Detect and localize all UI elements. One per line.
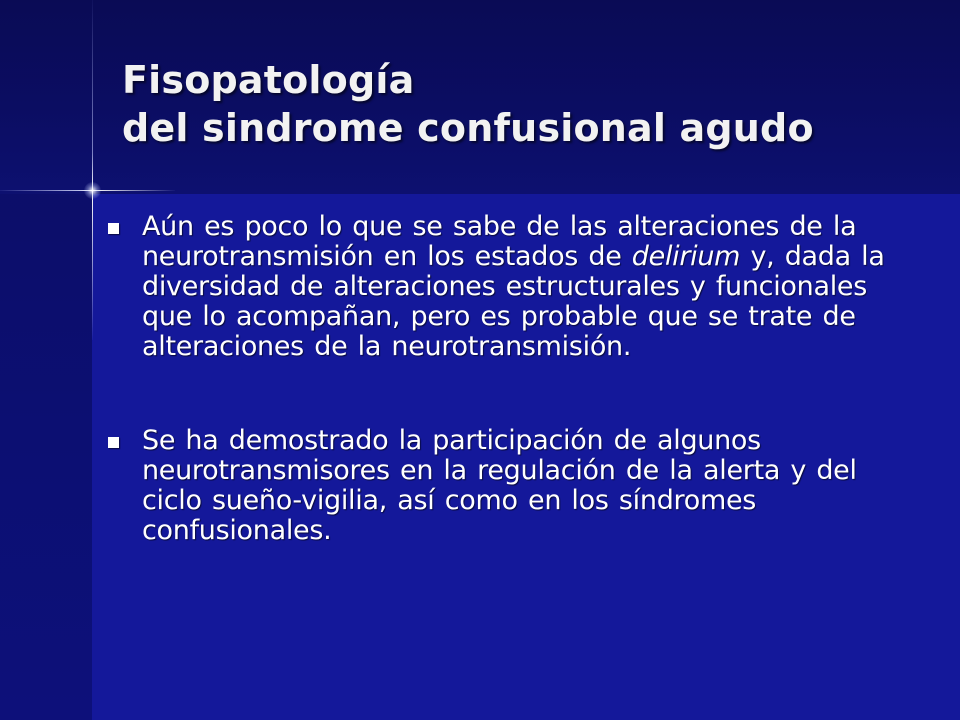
bullet-text-part: y, dada la diversidad de alteraciones estructurales y funcionales que lo acompañan, pero es probable que se trate de alteraciones de la neurotransmisión. xyxy=(142,241,885,362)
bullet-text-part: Aún es poco lo que se sabe de las alteraciones de la neurotransmisión en los estados de xyxy=(142,211,857,272)
square-bullet-icon xyxy=(108,223,119,234)
bullet-text xyxy=(142,211,885,362)
bullet-text: Se ha demostrado la participación de algunos neurotransmisores en la regulación de la alerta y del ciclo sueño-vigilia, así como en los síndromes confusionales. xyxy=(142,425,857,546)
bullet-item xyxy=(108,426,908,546)
bullet-list xyxy=(108,212,908,546)
star-sparkle-icon xyxy=(84,182,101,199)
bullet-item xyxy=(108,212,908,362)
slide-title xyxy=(122,56,814,152)
title-line-1: Fisopatología xyxy=(122,58,415,102)
bullet-italic-term: delirium xyxy=(631,241,741,272)
square-bullet-icon xyxy=(108,437,119,448)
title-line-2: del sindrome confusional agudo xyxy=(122,106,814,150)
sparkle-vertical-line xyxy=(92,0,93,340)
